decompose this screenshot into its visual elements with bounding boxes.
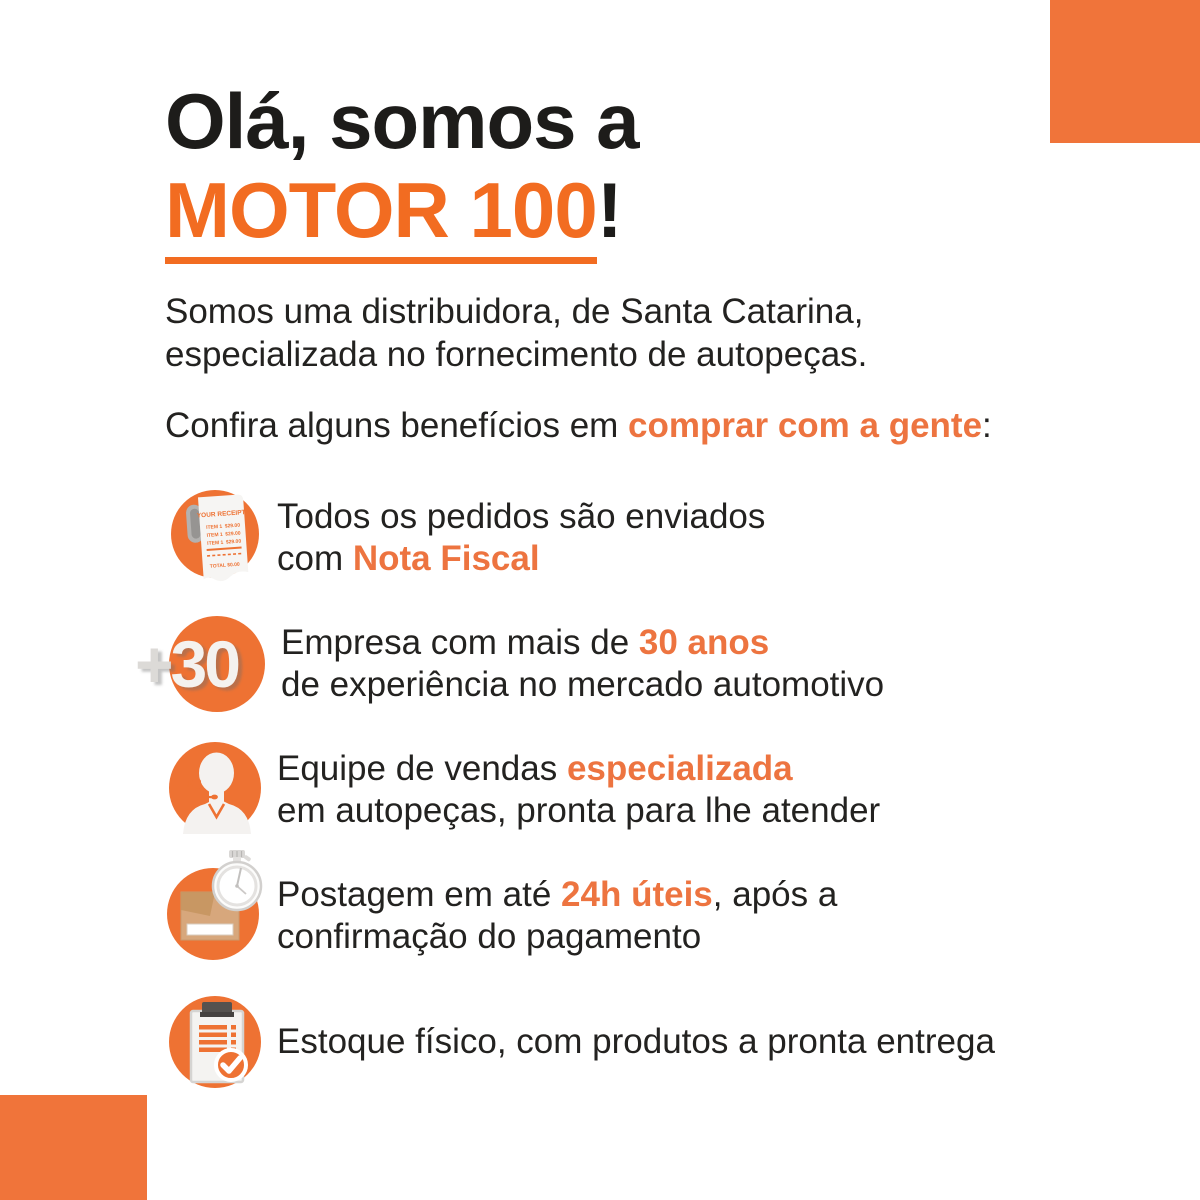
receipt-item-price: $29.00 <box>224 522 241 530</box>
receipt-item-label: ITEM 1 <box>207 539 224 547</box>
benefit-line: confirmação do pagamento <box>277 916 702 956</box>
benefit-line: Equipe de vendas <box>277 748 567 788</box>
benefit-highlight: 30 anos <box>638 622 770 662</box>
benefit-line: , após a <box>712 874 838 914</box>
receipt-item-price: $29.00 <box>225 538 242 546</box>
intro-line2: especializada no fornecimento de autopeças. <box>165 335 868 375</box>
shipping-box-timer-icon <box>165 868 277 964</box>
thirty-number: 30 <box>170 626 238 701</box>
receipt-icon <box>165 490 277 586</box>
svg-text:+30 <box>135 627 238 701</box>
brand-name: MOTOR 100 <box>165 171 597 264</box>
intro-text <box>165 290 1105 377</box>
benefit-row-estoque <box>165 994 1105 1090</box>
receipt-title: YOUR RECEIPT <box>196 509 246 520</box>
benefits-lead <box>165 404 1105 447</box>
page-title <box>165 77 1105 264</box>
greeting-text: Olá, somos a <box>165 77 639 165</box>
benefit-line: Estoque físico, com produtos a pronta entrega <box>277 1021 995 1061</box>
stock-clipboard-icon <box>165 994 277 1090</box>
lead-prefix: Confira alguns benefícios em <box>165 406 629 446</box>
benefit-text <box>277 1021 995 1063</box>
benefit-highlight: 24h úteis <box>561 874 713 914</box>
benefit-text <box>277 748 880 832</box>
content-column <box>135 77 1105 1120</box>
benefit-line: de experiência no mercado automotivo <box>281 664 885 704</box>
brand-exclamation: ! <box>596 165 622 254</box>
plus-30-badge <box>135 616 281 712</box>
receipt-total: TOTAL $0.00 <box>209 561 240 570</box>
benefit-line: Todos os pedidos são enviados <box>277 496 766 536</box>
lead-highlight: comprar com a gente <box>628 406 983 446</box>
benefit-highlight: especializada <box>566 748 793 788</box>
benefit-highlight: Nota Fiscal <box>352 538 540 578</box>
benefit-row-30-anos <box>135 616 1105 712</box>
receipt-item-label: ITEM 1 <box>206 531 223 539</box>
receipt-item-label: ITEM 1 <box>205 523 223 531</box>
support-agent-icon <box>165 742 277 838</box>
benefit-text <box>281 622 884 706</box>
benefit-row-postagem <box>165 868 1105 964</box>
benefit-row-nota-fiscal <box>165 490 1105 586</box>
benefit-line: Postagem em até <box>277 874 562 914</box>
benefit-row-equipe <box>165 742 1105 838</box>
benefit-line: Empresa com mais de <box>281 622 639 662</box>
benefit-line: com <box>277 538 353 578</box>
plus-sign: + <box>135 626 171 701</box>
receipt-item-price: $29.00 <box>225 530 241 538</box>
benefit-text <box>277 496 765 580</box>
benefit-line: em autopeças, pronta para lhe atender <box>277 790 881 830</box>
benefit-text <box>277 874 837 958</box>
intro-line1: Somos uma distribuidora, de Santa Catarina, <box>165 291 864 331</box>
lead-colon: : <box>982 406 992 446</box>
benefits-list <box>135 490 1105 1090</box>
corner-accent-bottom-left <box>0 1095 147 1200</box>
